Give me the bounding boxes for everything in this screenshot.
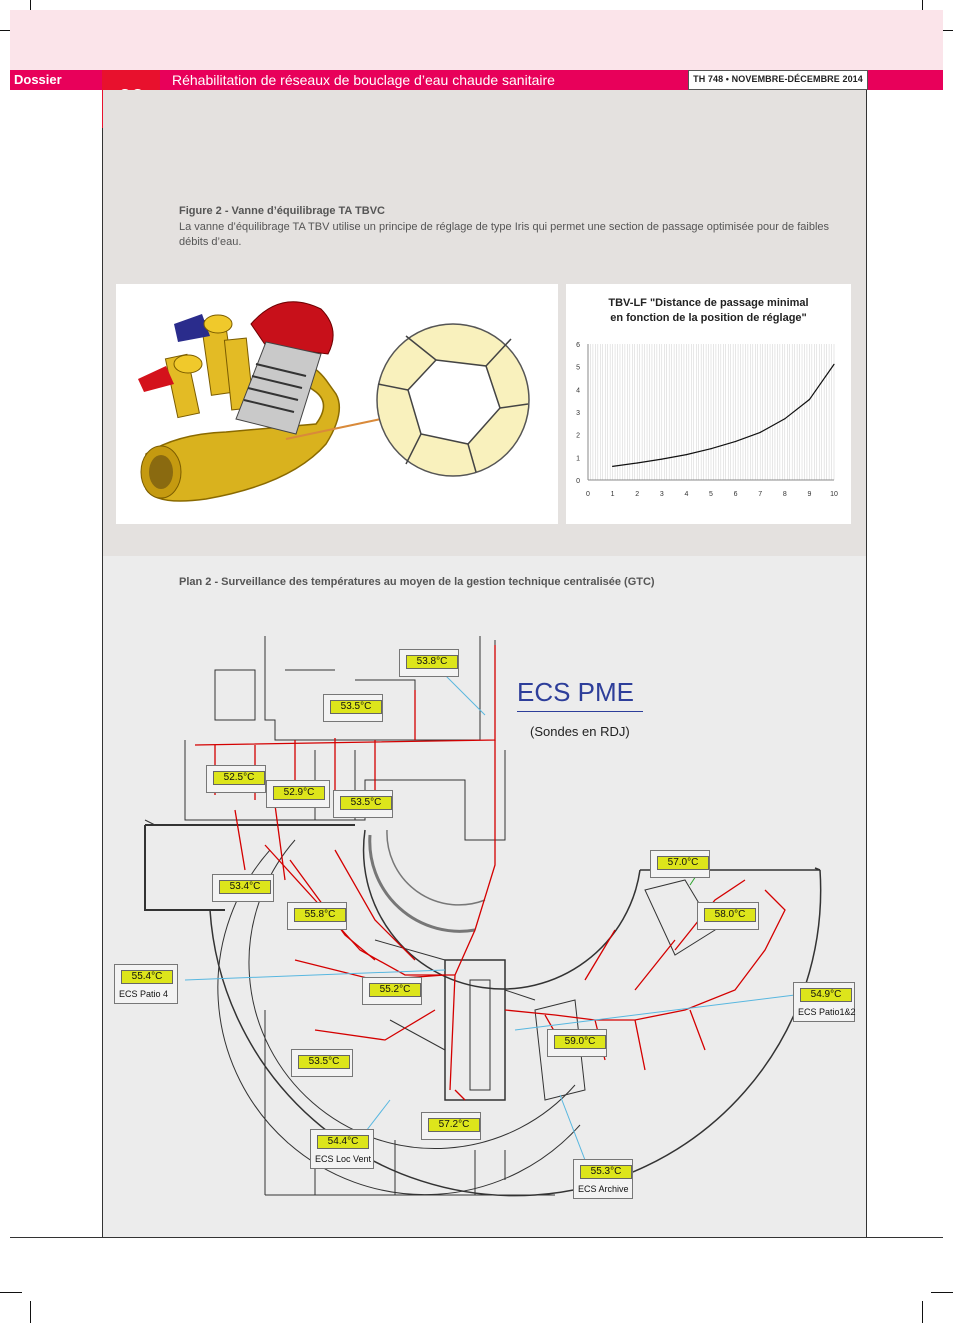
- temperature-sensor: [310, 1129, 374, 1169]
- temperature-sensor: [362, 977, 422, 1005]
- data-point: [735, 441, 736, 442]
- x-tick-label: 4: [684, 491, 689, 498]
- figure-caption: La vanne d’équilibrage TA TBV utilise un principe de réglage de type Iris qui permet une section de passage optimisée pour de faibles débits d’eau.: [179, 221, 830, 248]
- data-point: [612, 466, 613, 467]
- temperature-sensor: [323, 694, 383, 722]
- y-tick-label: 2: [576, 432, 580, 440]
- y-tick-label: 3: [576, 410, 580, 417]
- temperature-value: 55.8°C: [294, 908, 346, 922]
- crop-mark: [0, 1292, 22, 1293]
- issue-label: TH 748 • NOVEMBRE-DÉCEMBRE 2014: [693, 74, 863, 84]
- temperature-value: 53.8°C: [406, 655, 458, 669]
- temperature-value: 58.0°C: [704, 908, 756, 922]
- temperature-value: 55.4°C: [121, 970, 173, 984]
- temperature-value: 54.9°C: [800, 988, 852, 1002]
- temperature-sensor: [573, 1159, 633, 1199]
- article-title: Réhabilitation de réseaux de bouclage d’eau chaude sanitaire: [172, 72, 555, 88]
- plan-subheading: (Sondes en RDJ): [530, 724, 630, 739]
- temperature-value: 52.5°C: [213, 771, 265, 785]
- data-point: [661, 459, 662, 460]
- crop-mark: [931, 1292, 953, 1293]
- valve-illustration: [116, 284, 558, 524]
- temperature-sensor: [697, 902, 759, 930]
- chart-title: TBV-LF "Distance de passage minimal en fonction de la position de réglage": [608, 297, 809, 324]
- temperature-value: 53.5°C: [330, 700, 382, 714]
- y-tick-label: 0: [576, 478, 580, 485]
- temperature-sensor: [650, 850, 710, 878]
- plan-title: Plan 2 - Surveillance des températures au moyen de la gestion technique centralisée (GTC): [179, 576, 655, 588]
- x-tick-label: 6: [733, 491, 738, 498]
- sensor-label: ECS Archive: [578, 1184, 629, 1194]
- temperature-sensor: [793, 982, 855, 1022]
- x-tick-label: 8: [782, 491, 787, 498]
- temperature-sensor: [206, 765, 266, 793]
- sensor-label: ECS Patio1&2: [798, 1007, 856, 1017]
- temperature-value: 55.2°C: [369, 983, 421, 997]
- x-tick-label: 7: [758, 491, 763, 498]
- y-tick-label: 6: [576, 342, 580, 349]
- temperature-value: 54.4°C: [317, 1135, 369, 1149]
- temperature-sensor: [333, 790, 393, 818]
- heading-underline: [517, 711, 643, 712]
- x-tick-label: 0: [586, 491, 590, 498]
- valve-drawing: [116, 284, 558, 524]
- plan-heading: ECS PME: [517, 677, 635, 707]
- data-point: [784, 418, 785, 419]
- section-label: Dossier: [14, 72, 62, 87]
- x-tick-label: 9: [807, 491, 812, 498]
- temperature-value: 52.9°C: [273, 786, 325, 800]
- temperature-sensor: [212, 874, 274, 902]
- x-tick-label: 3: [659, 491, 664, 498]
- x-tick-label: 5: [709, 491, 713, 498]
- temperature-sensor: [547, 1029, 607, 1057]
- temperature-sensor: [421, 1112, 481, 1140]
- footer-rule: [10, 1237, 943, 1238]
- figure-title: Figure 2 - Vanne d’équilibrage TA TBVC: [179, 205, 385, 217]
- y-tick-label: 4: [576, 387, 580, 395]
- temperature-sensor: [266, 780, 330, 808]
- data-point: [637, 462, 638, 463]
- data-point: [833, 364, 834, 365]
- y-tick-label: 1: [576, 455, 580, 463]
- chart-container: [566, 284, 851, 524]
- temperature-value: 59.0°C: [554, 1035, 606, 1049]
- data-point: [710, 448, 711, 449]
- frame-line: [866, 90, 867, 1238]
- crop-mark: [30, 1301, 31, 1323]
- x-tick-label: 1: [610, 491, 615, 498]
- temperature-value: 53.4°C: [219, 880, 271, 894]
- temperature-value: 53.5°C: [340, 796, 392, 810]
- temperature-value: 53.5°C: [298, 1055, 350, 1069]
- x-tick-label: 2: [635, 491, 640, 498]
- y-tick-label: 5: [576, 364, 580, 372]
- sensor-label: ECS Patio 4: [119, 989, 169, 999]
- sensor-label: ECS Loc Vent: [315, 1154, 372, 1164]
- data-point: [809, 399, 810, 400]
- temperature-sensor: [287, 902, 347, 930]
- temperature-value: 55.3°C: [580, 1165, 632, 1179]
- chart-plot: [566, 284, 851, 524]
- temperature-sensor: [114, 964, 178, 1004]
- temperature-value: 57.0°C: [657, 856, 709, 870]
- header-band: [10, 10, 943, 70]
- crop-mark: [922, 1301, 923, 1323]
- temperature-sensor: [399, 649, 459, 677]
- temperature-value: 57.2°C: [428, 1118, 480, 1132]
- frame-line: [102, 128, 103, 1238]
- temperature-sensor: [291, 1049, 353, 1077]
- data-point: [760, 432, 761, 433]
- data-point: [686, 454, 687, 455]
- x-tick-label: 10: [830, 491, 838, 498]
